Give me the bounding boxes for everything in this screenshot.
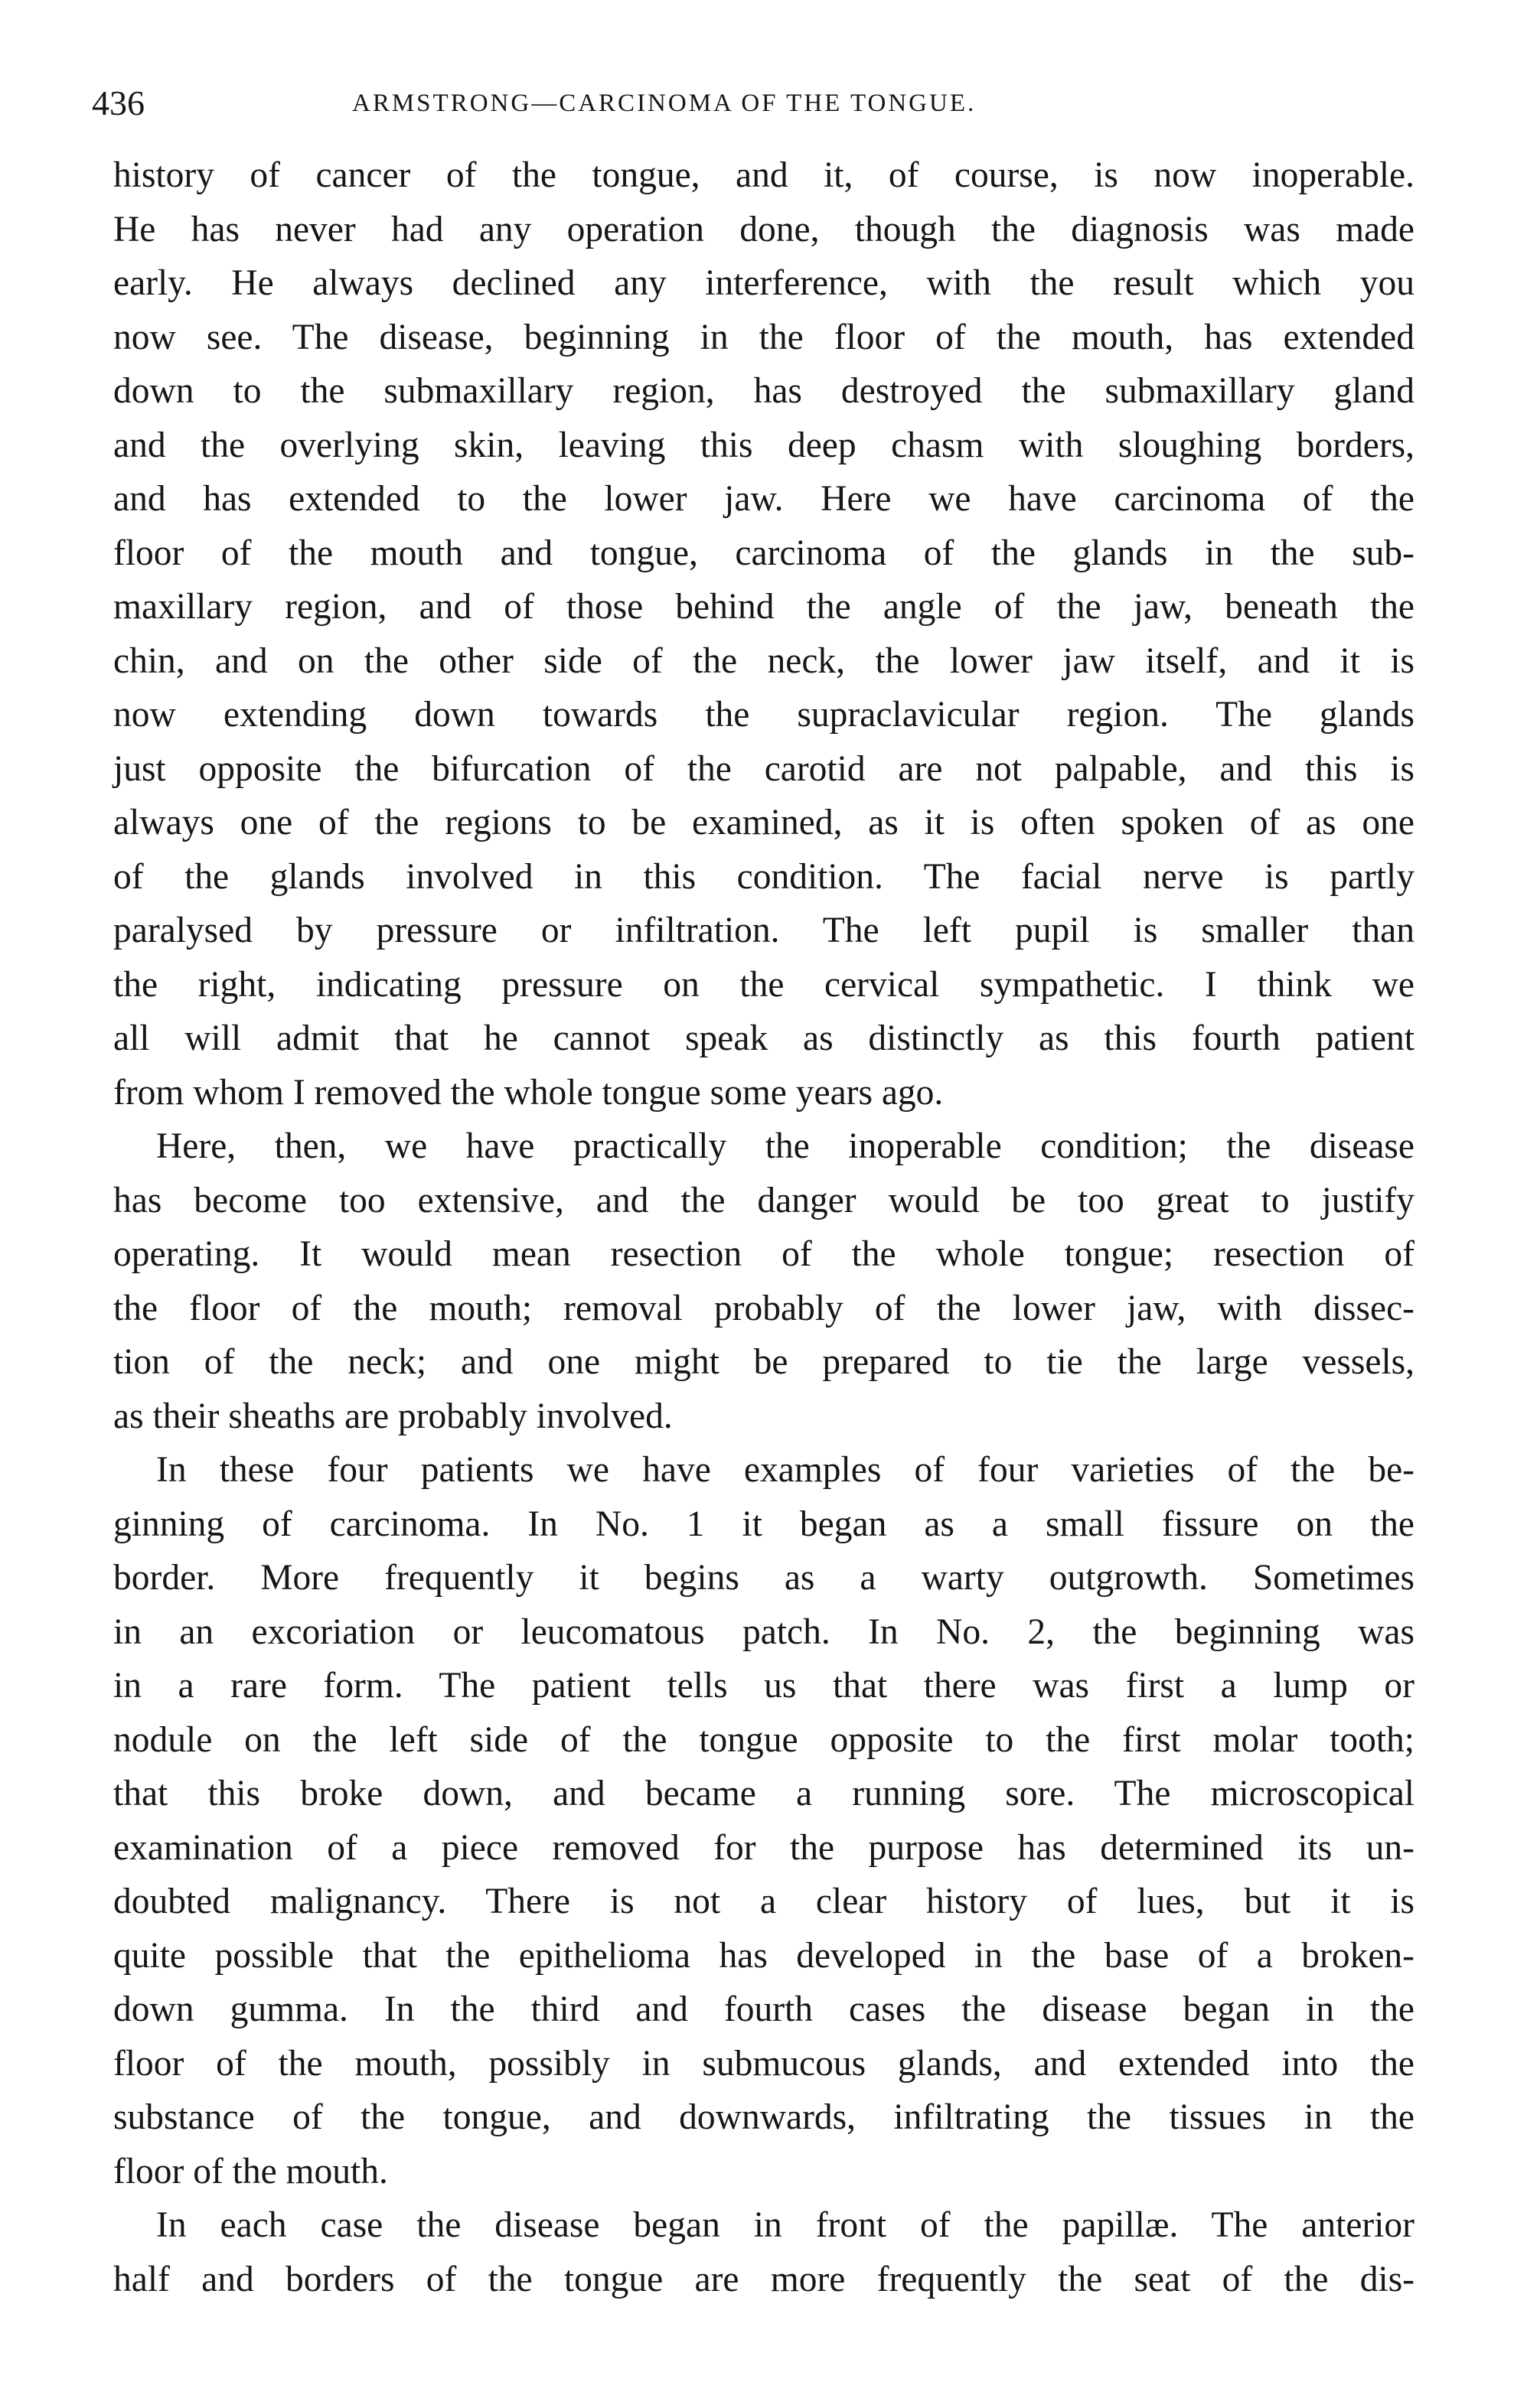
paragraph-4 (113, 2198, 1414, 2306)
text-line: as their sheaths are probably involved. (113, 1396, 673, 1436)
page-number: 436 (92, 83, 145, 122)
text-line: half and borders of the tongue are more frequently the seat of the dis- (113, 2259, 1414, 2299)
text-line: history of cancer of the tongue, and it, of course, is now inoperable. (113, 155, 1414, 195)
text-line: in an excoriation or leucomatous patch. In No. 2, the beginning was (113, 1611, 1414, 1652)
paragraph-2 (113, 1119, 1414, 1443)
text-line: now extending down towards the supraclavicular region. The glands (113, 695, 1414, 735)
running-title: ARMSTRONG—CARCINOMA OF THE TONGUE. (352, 90, 977, 117)
text-line: doubted malignancy. There is not a clear history of lues, but it is (113, 1882, 1414, 1921)
body-text (113, 148, 1414, 2306)
text-line: Here, then, we have practically the inoperable condition; the disease (156, 1126, 1414, 1166)
text-line: the floor of the mouth; removal probably of the lower jaw, with dissec- (113, 1288, 1414, 1328)
text-line: operating. It would mean resection of the whole tongue; resection of (113, 1234, 1414, 1274)
text-line: tion of the neck; and one might be prepared to tie the large vessels, (113, 1342, 1414, 1382)
text-line: quite possible that the epithelioma has developed in the base of a broken- (113, 1935, 1414, 1976)
text-line: maxillary region, and of those behind the angle of the jaw, beneath the (113, 587, 1414, 627)
text-line: and the overlying skin, leaving this deep chasm with sloughing borders, (113, 425, 1414, 465)
text-line: floor of the mouth. (113, 2151, 388, 2191)
paragraph-3 (113, 1443, 1414, 2198)
text-line: and has extended to the lower jaw. Here we have carcinoma of the (113, 479, 1414, 519)
text-line: substance of the tongue, and downwards, infiltrating the tissues in the (113, 2097, 1414, 2137)
running-head (92, 77, 1408, 130)
text-line: He has never had any operation done, though the diagnosis was made (113, 209, 1414, 249)
text-line: down gumma. In the third and fourth cases the disease began in the (113, 1989, 1414, 2029)
text-line: in a rare form. The patient tells us that there was first a lump or (113, 1666, 1414, 1706)
text-line: just opposite the bifurcation of the carotid are not palpable, and this is (113, 748, 1414, 789)
text-line: In each case the disease began in front of the papillæ. The anterior (156, 2205, 1414, 2245)
text-line: always one of the regions to be examined, as it is often spoken of as one (113, 803, 1414, 842)
text-line: examination of a piece removed for the purpose has determined its un- (113, 1827, 1414, 1868)
text-line: floor of the mouth, possibly in submucous glands, and extended into the (113, 2043, 1414, 2084)
text-line: floor of the mouth and tongue, carcinoma of the glands in the sub- (113, 533, 1414, 573)
text-line: the right, indicating pressure on the cervical sympathetic. I think we (113, 964, 1414, 1005)
text-line: of the glands involved in this condition. The facial nerve is partly (113, 856, 1414, 897)
text-line: border. More frequently it begins as a warty outgrowth. Sometimes (113, 1558, 1414, 1598)
text-line: that this broke down, and became a running sore. The microscopical (113, 1774, 1414, 1813)
text-line: early. He always declined any interference, with the result which you (113, 263, 1414, 303)
text-line: all will admit that he cannot speak as distinctly as this fourth patient (113, 1018, 1414, 1058)
text-line: nodule on the left side of the tongue opposite to the first molar tooth; (113, 1719, 1414, 1760)
text-line: In these four patients we have examples of four varieties of the be- (156, 1450, 1414, 1490)
text-line: now see. The disease, beginning in the floor of the mouth, has extended (113, 317, 1414, 357)
text-line: has become too extensive, and the danger would be too great to justify (113, 1180, 1414, 1220)
text-line: ginning of carcinoma. In No. 1 it began as a small fissure on the (113, 1504, 1414, 1544)
text-line: chin, and on the other side of the neck, the lower jaw itself, and it is (113, 640, 1414, 681)
paragraph-1 (113, 148, 1414, 1119)
text-line: paralysed by pressure or infiltration. The left pupil is smaller than (113, 911, 1414, 950)
text-line: down to the submaxillary region, has destroyed the submaxillary gland (113, 371, 1414, 411)
text-line: from whom I removed the whole tongue some years ago. (113, 1072, 944, 1113)
